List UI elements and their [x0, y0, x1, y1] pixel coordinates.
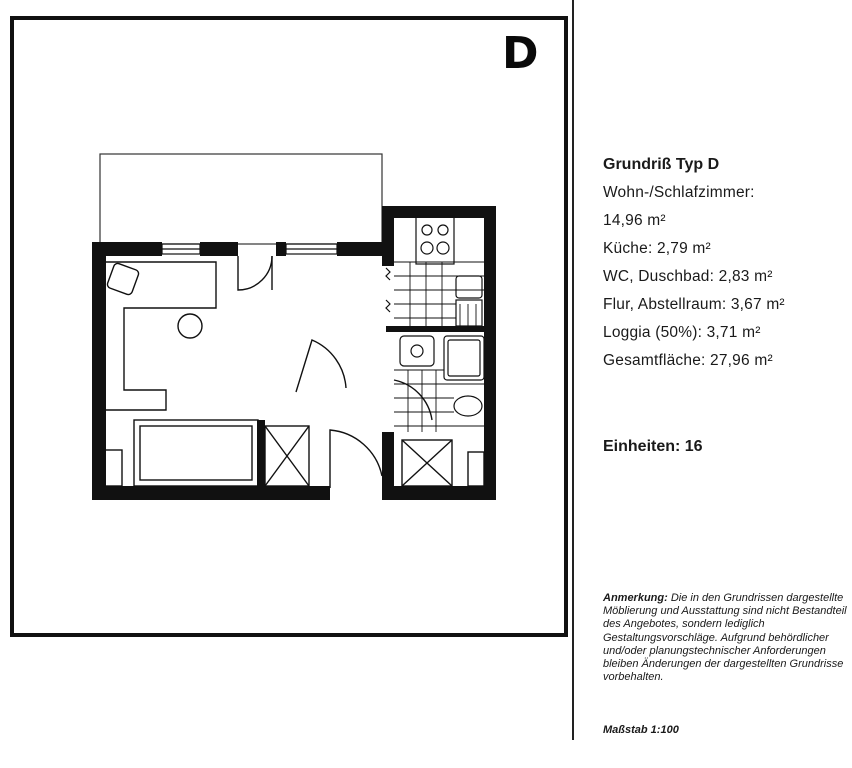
plan-type-letter: D [502, 28, 539, 79]
scale-label: Maßstab 1:100 [603, 724, 679, 736]
area-line: Wohn-/Schlafzimmer: [603, 184, 755, 201]
area-line: Flur, Abstellraum: 3,67 m² [603, 296, 785, 313]
area-line: WC, Duschbad: 2,83 m² [603, 268, 773, 285]
remark-note [603, 592, 849, 684]
area-line: Küche: 2,79 m² [603, 240, 711, 257]
remark-label: Anmerkung: [603, 592, 668, 604]
area-line: Gesamtfläche: 27,96 m² [603, 352, 773, 369]
area-line: Loggia (50%): 3,71 m² [603, 324, 761, 341]
area-line: 14,96 m² [603, 212, 666, 229]
units-count: Einheiten: 16 [603, 438, 703, 455]
column-divider [572, 0, 574, 740]
plan-title: Grundriß Typ D [603, 156, 720, 173]
area-summary [603, 156, 843, 380]
remark-text: Die in den Grundrissen dargestellte Möblierung und Ausstattung sind nicht Bestandteil des Angebotes, sondern lediglich Gestaltungsvorschläge. Aufgrund behördlicher und/oder planungstechnischer Anforderungen bleiben Änderungen der dargestellten Grundrisse vorbehalten. [603, 592, 847, 684]
